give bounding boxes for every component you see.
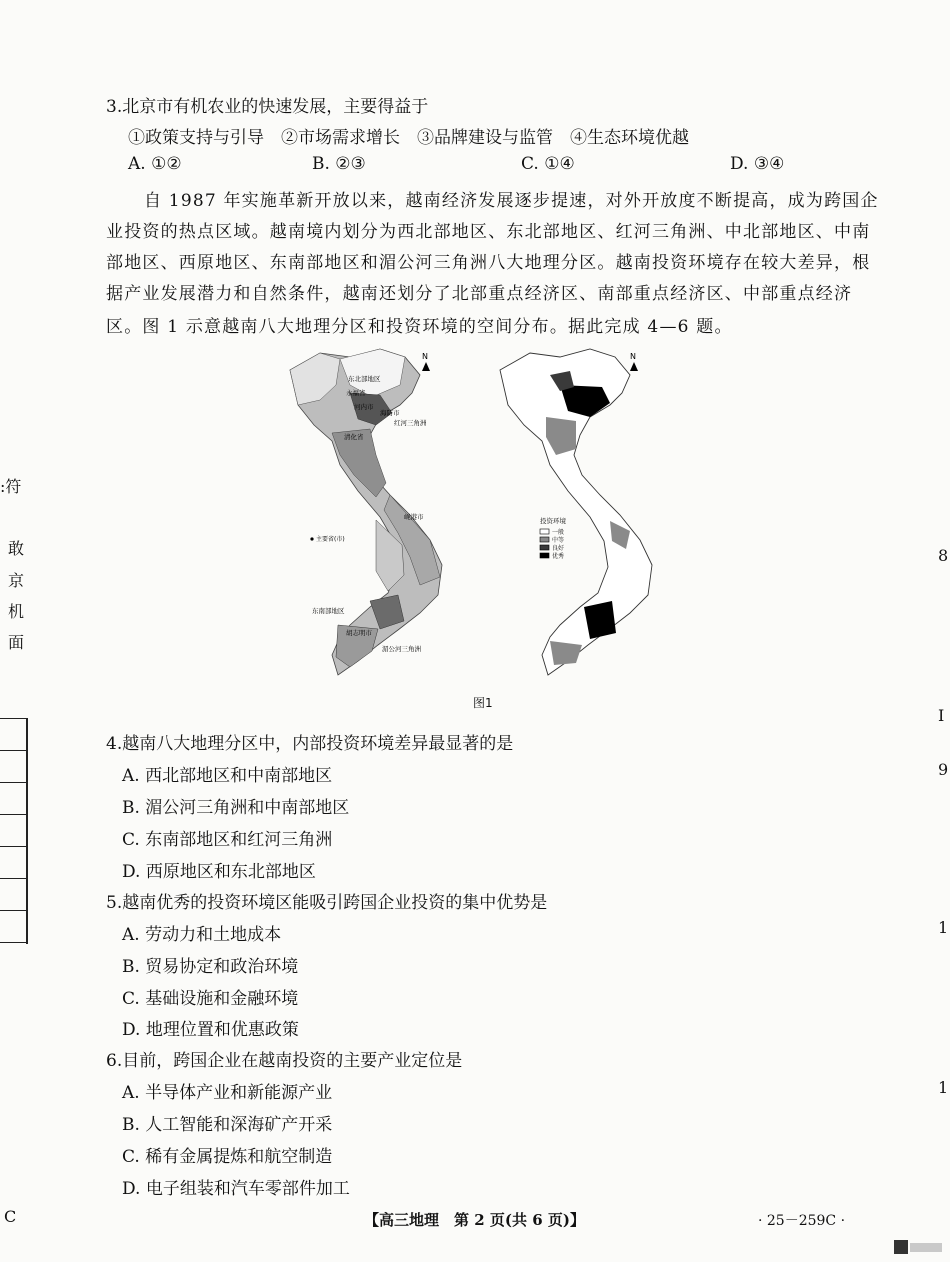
legend-title: 投资环境 xyxy=(540,517,566,525)
binding-box xyxy=(0,718,28,944)
q6-option-c: C. 稀有金属提炼和航空制造 xyxy=(122,1147,333,1167)
margin-right-5: 1 xyxy=(938,1078,949,1097)
passage-line-5: 区。图 1 示意越南八大地理分区和投资环境的空间分布。据此完成 4—6 题。 xyxy=(106,317,733,337)
left-north-arrow-icon xyxy=(422,362,430,371)
q3-option-d: D. ③④ xyxy=(730,154,785,174)
q5-option-b: B. 贸易协定和政治环境 xyxy=(122,957,299,977)
main-province-marker xyxy=(310,537,313,540)
legend-label-medium: 中等 xyxy=(552,537,565,544)
passage-line-2: 业投资的热点区域。越南境内划分为西北部地区、东北部地区、红河三角洲、中北部地区、中南 xyxy=(106,222,871,242)
vietnam-regions-map xyxy=(280,345,470,685)
footer-page-info: 【高三地理 第 2 页(共 6 页)】 xyxy=(364,1211,585,1229)
q3-option-a: A. ①② xyxy=(128,154,182,174)
q5-option-c: C. 基础设施和金融环境 xyxy=(122,989,299,1009)
margin-left-4: 机 xyxy=(8,602,25,621)
passage-line-4: 据产业发展潜力和自然条件，越南还划分了北部重点经济区、南部重点经济区、中部重点经济 xyxy=(106,284,853,304)
legend-swatch-excellent xyxy=(540,553,549,558)
label-hochiminh: 胡志明市 xyxy=(346,629,372,637)
label-northeast: 东北部地区 xyxy=(348,375,381,383)
legend-label-good: 良好 xyxy=(552,545,565,552)
legend-label-general: 一般 xyxy=(552,529,565,536)
q5-option-d: D. 地理位置和优惠政策 xyxy=(122,1020,299,1040)
vietnam-investment-map xyxy=(490,345,680,690)
q4-option-c: C. 东南部地区和红河三角洲 xyxy=(122,830,333,850)
scanner-watermark xyxy=(910,1243,942,1252)
margin-left-2: 敢 xyxy=(8,539,25,558)
left-north-arrow-label: N xyxy=(422,352,428,361)
q5-option-a: A. 劳动力和土地成本 xyxy=(122,925,282,945)
right-north-arrow-icon xyxy=(630,362,638,371)
legend-swatch-general xyxy=(540,529,549,534)
label-danang: 岘港市 xyxy=(404,513,424,521)
q3-option-c: C. ①④ xyxy=(521,154,575,174)
q4-option-a: A. 西北部地区和中南部地区 xyxy=(122,766,333,786)
margin-right-1: 8 xyxy=(938,546,949,565)
legend-swatch-medium xyxy=(540,537,549,542)
legend-swatch-good xyxy=(540,545,549,550)
q3-option-b: B. ②③ xyxy=(312,154,366,174)
q4-option-d: D. 西原地区和东北部地区 xyxy=(122,862,316,882)
q4-stem: 4.越南八大地理分区中，内部投资环境差异最显著的是 xyxy=(106,734,514,754)
mekong-medium-area xyxy=(550,641,582,665)
margin-left-5: 面 xyxy=(8,633,25,652)
q6-option-b: B. 人工智能和深海矿产开采 xyxy=(122,1115,333,1135)
footer-code: · 25－259C · xyxy=(758,1213,846,1229)
margin-right-4: 1 xyxy=(938,918,949,937)
q4-option-b: B. 湄公河三角洲和中南部地区 xyxy=(122,798,350,818)
label-thanhhoa: 清化省 xyxy=(344,433,364,441)
label-main-provinces: 主要省(市) xyxy=(316,536,345,543)
legend-label-excellent: 优秀 xyxy=(552,553,565,560)
margin-left-3: 京 xyxy=(8,571,25,590)
passage-line-3: 部地区、西原地区、东南部地区和湄公河三角洲八大地理分区。越南投资环境存在较大差异，根 xyxy=(106,253,871,273)
passage-line-1: 自 1987 年实施革新开放以来，越南经济发展逐步提速，对外开放度不断提高，成为跨国企 xyxy=(144,191,879,211)
label-mekong-delta: 湄公河三角洲 xyxy=(382,645,421,653)
q5-stem: 5.越南优秀的投资环境区能吸引跨国企业投资的集中优势是 xyxy=(106,893,548,913)
label-southeast: 东南部地区 xyxy=(312,607,345,615)
q6-option-a: A. 半导体产业和新能源产业 xyxy=(122,1083,333,1103)
qr-code-icon xyxy=(894,1240,908,1254)
margin-left-1: :符 xyxy=(0,477,22,496)
q6-stem: 6.目前，跨国企业在越南投资的主要产业定位是 xyxy=(106,1051,463,1071)
footer-left: C xyxy=(4,1207,17,1226)
label-red-river-delta: 红河三角洲 xyxy=(394,419,427,427)
label-vinhphuc: 永福省 xyxy=(346,389,366,397)
margin-right-3: 9 xyxy=(938,760,949,779)
margin-right-2: I xyxy=(938,706,945,725)
label-haiphong: 海防市 xyxy=(380,409,400,417)
right-north-arrow-label: N xyxy=(630,352,636,361)
label-hanoi: 河内市 xyxy=(354,403,374,411)
q6-option-d: D. 电子组装和汽车零部件加工 xyxy=(122,1179,350,1199)
figure-caption: 图1 xyxy=(473,696,493,710)
q3-stem: 3.北京市有机农业的快速发展，主要得益于 xyxy=(106,97,429,117)
q3-items: ①政策支持与引导 ②市场需求增长 ③品牌建设与监管 ④生态环境优越 xyxy=(128,128,689,148)
